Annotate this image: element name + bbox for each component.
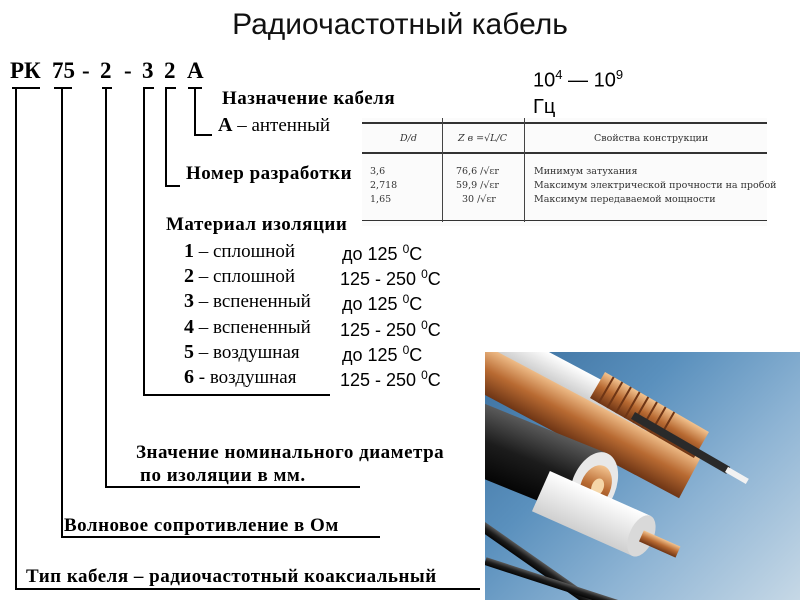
table-header-properties: Свойства конструкции [594, 133, 709, 144]
frequency-base-1: 10 [533, 69, 556, 92]
coaxial-cables-photo-art [485, 352, 800, 600]
code-development-2: 2 [164, 58, 176, 83]
table-header-ratio: D/d [400, 133, 417, 144]
frequency-unit: Гц [533, 95, 556, 118]
frequency-range [533, 62, 673, 120]
insulation-item: 2 – сплошной [184, 265, 296, 287]
construction-properties-table [362, 118, 777, 226]
table-top-rule [362, 122, 767, 124]
insulation-item: 1 – сплошной [184, 240, 296, 262]
insulation-range: до 125 $^0$С [342, 292, 423, 314]
frequency-separator: — [562, 69, 594, 92]
table-cell: 76,6 /√εr [456, 166, 499, 177]
code-purpose: А [187, 58, 204, 83]
table-column-divider [524, 118, 525, 222]
slide-title: Радиочастотный кабель [232, 8, 568, 41]
insulation-range: до 125 $^0$С [342, 242, 423, 264]
table-cell: 59,9 /√εr [456, 180, 499, 191]
table-cell: Максимум передаваемой мощности [534, 194, 716, 205]
frequency-exp-1: 4 [555, 67, 563, 82]
label-cable-type: Тип кабеля – радиочастотный коаксиальный [26, 566, 437, 587]
table-cell: 30 /√εr [462, 194, 496, 205]
code-dash-1: - [82, 58, 90, 83]
insulation-range: 125 - 250 $^0$С [340, 368, 441, 390]
insulation-item: 6 - воздушная [184, 366, 297, 388]
table-column-divider [442, 118, 443, 222]
label-diameter-line-2: по изоляции в мм. [140, 465, 306, 486]
table-header-impedance: Z в =√L/C [458, 133, 507, 144]
label-insulation-material: Материал изоляции [166, 214, 348, 235]
insulation-range: до 125 $^0$С [342, 343, 423, 365]
insulation-range: 125 - 250 $^0$С [340, 318, 441, 340]
label-purpose: Назначение кабеля [222, 88, 396, 109]
table-cell: 3,6 [370, 166, 386, 177]
frequency-exp-2: 9 [615, 67, 624, 82]
table-cell: Минимум затухания [534, 166, 638, 177]
insulation-item: 3 – вспененный [184, 290, 311, 312]
frequency-base-2: 10 [593, 69, 616, 92]
table-cell: 2,718 [370, 180, 398, 191]
label-diameter-line-1: Значение номинального диаметра [136, 442, 445, 463]
table-bottom-rule [362, 220, 767, 221]
table-header-rule [362, 152, 767, 154]
code-type: РК [10, 58, 41, 83]
insulation-item: 5 – воздушная [184, 341, 300, 363]
label-purpose-value [218, 114, 330, 137]
purpose-value-letter: А [218, 114, 233, 136]
code-diameter: 2 [100, 58, 112, 83]
coaxial-cables-photo [485, 352, 800, 600]
code-dash-2: - [124, 58, 132, 83]
insulation-range: 125 - 250 $^0$С [340, 267, 441, 289]
code-development-1: 3 [142, 58, 154, 83]
purpose-value-text: – антенный [232, 115, 331, 136]
label-development-number: Номер разработки [186, 163, 353, 184]
label-impedance: Волновое сопротивление в Ом [64, 515, 339, 536]
code-impedance: 75 [52, 58, 75, 83]
insulation-item: 4 – вспененный [184, 316, 311, 338]
table-cell: 1,65 [370, 194, 392, 205]
table-cell: Максимум электрической прочности на пробой [534, 180, 777, 191]
